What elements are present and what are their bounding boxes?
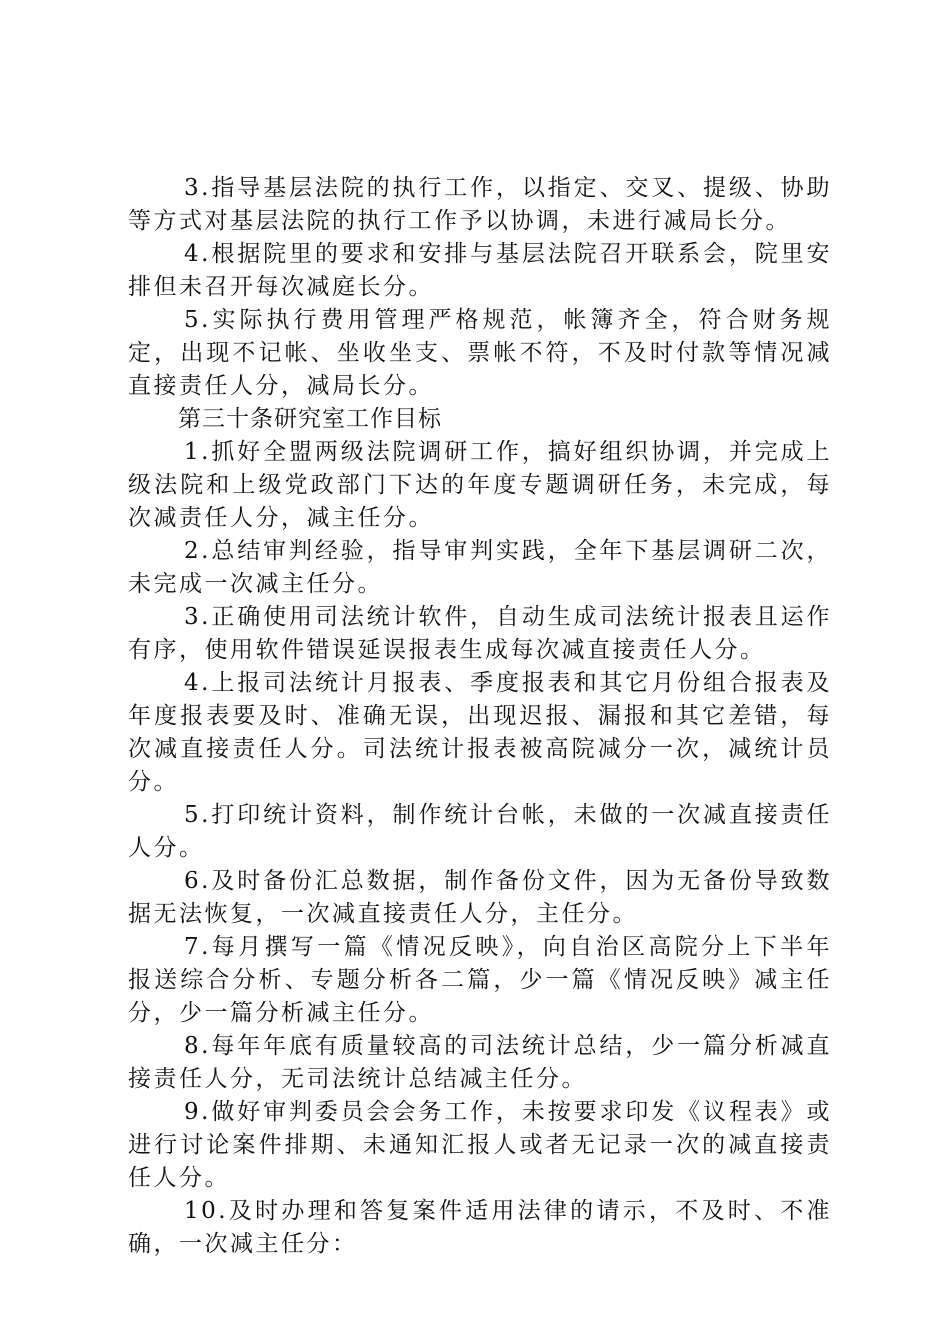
paragraph-research-4: 4.上报司法统计月报表、季度报表和其它月份组合报表及年度报表要及时、准确无误，出现迟报、漏报和其它差错，每次减直接责任人分。司法统计报表被高院减分一次，减统计员分。 bbox=[128, 670, 832, 795]
paragraph-research-2: 2.总结审判经验，指导审判实践，全年下基层调研二次，未完成一次减主任分。 bbox=[128, 538, 832, 597]
paragraph-research-3: 3.正确使用司法统计软件，自动生成司法统计报表且运作有序，使用软件错误延误报表生成每次减直接责任人分。 bbox=[128, 604, 832, 663]
paragraph-execution-4: 4.根据院里的要求和安排与基层法院召开联系会，院里安排但未召开每次减庭长分。 bbox=[128, 241, 832, 300]
section-heading: 第三十条研究室工作目标 bbox=[178, 406, 442, 432]
paragraph-research-8: 8.每年年底有质量较高的司法统计总结，少一篇分析减直接责任人分，无司法统计总结减主任分。 bbox=[128, 1033, 832, 1092]
paragraph-research-5: 5.打印统计资料，制作统计台帐，未做的一次减直接责任人分。 bbox=[128, 802, 832, 861]
paragraph-research-7: 7.每月撰写一篇《情况反映》，向自治区高院分上下半年报送综合分析、专题分析各二篇，少一篇《情况反映》减主任分，少一篇分析减主任分。 bbox=[128, 934, 832, 1026]
paragraph-execution-3: 3.指导基层法院的执行工作，以指定、交叉、提级、协助等方式对基层法院的执行工作予以协调，未进行减局长分。 bbox=[128, 175, 832, 234]
paragraph-execution-5: 5.实际执行费用管理严格规范，帐簿齐全，符合财务规定，出现不记帐、坐收坐支、票帐不符，不及时付款等情况减直接责任人分，减局长分。 bbox=[128, 307, 832, 399]
paragraph-research-10: 10.及时办理和答复案件适用法律的请示，不及时、不准确，一次减主任分： bbox=[128, 1198, 832, 1257]
paragraph-research-6: 6.及时备份汇总数据，制作备份文件，因为无备份导致数据无法恢复，一次减直接责任人分，主任分。 bbox=[128, 868, 832, 927]
paragraph-research-1: 1.抓好全盟两级法院调研工作，搞好组织协调，并完成上级法院和上级党政部门下达的年度专题调研任务，未完成，每次减责任人分，减主任分。 bbox=[128, 439, 832, 531]
paragraph-research-9: 9.做好审判委员会会务工作，未按要求印发《议程表》或进行讨论案件排期、未通知汇报人或者无记录一次的减直接责任人分。 bbox=[128, 1099, 832, 1191]
document-body bbox=[128, 172, 832, 1261]
